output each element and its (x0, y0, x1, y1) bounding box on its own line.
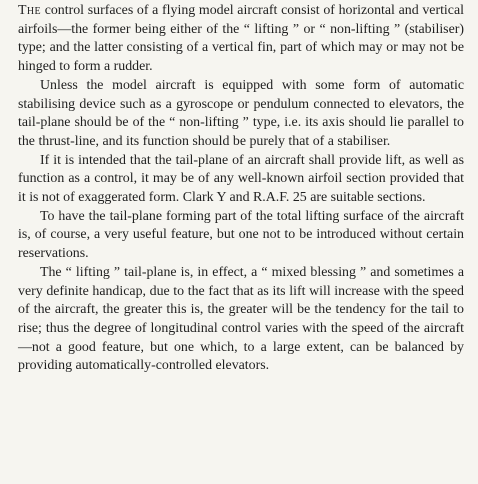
paragraph-3-text: If it is intended that the tail-plane of an aircraft shall provide lift, as well as function as a control, it may be of any well-known airfoil section provided that it is not of exaggerated form. Clark Y and R.A.F. 25 are suitable sections. (18, 152, 464, 206)
paragraph-3 (18, 152, 464, 208)
paragraph-1 (18, 2, 464, 77)
paragraph-5-text: The “ lifting ” tail-plane is, in effect, a “ mixed blessing ” and sometimes a very definite handicap, due to the fact that as its lift will increase with the speed of the aircraft, the greater this is, the greater will be the tendency for the tail to rise; thus the degree of longitudinal control varies with the speed of the aircraft—not a good feature, but one which, to a large extent, can be balanced by providing automatically-controlled elevators. (18, 264, 464, 374)
paragraph-5 (18, 264, 464, 376)
paragraph-1-lead-word: The (18, 3, 42, 18)
paragraph-2 (18, 77, 464, 152)
paragraph-1-text: control surfaces of a flying model aircraft consist of horizontal and vertical airfoils—the former being either of the “ lifting ” or “ non-lifting ” (stabiliser) type; and the latter consisting of a vertical fin, part of which may or may not be hinged to form a rudder. (18, 3, 464, 75)
cropped-next-line (18, 472, 458, 484)
paragraph-2-text: Unless the model aircraft is equipped with some form of automatic stabilising device such as a gyroscope or pendulum connected to elevators, the tail-plane should be of the “ non-lifting ” type, i.e. its axis should lie parallel to the thrust-line, and its function should be purely that of a stabiliser. (18, 77, 464, 149)
paragraph-4-text: To have the tail-plane forming part of the total lifting surface of the aircraft is, of course, a very useful feature, but one not to be introduced without certain reservations. (18, 208, 464, 262)
paragraph-4 (18, 208, 464, 264)
